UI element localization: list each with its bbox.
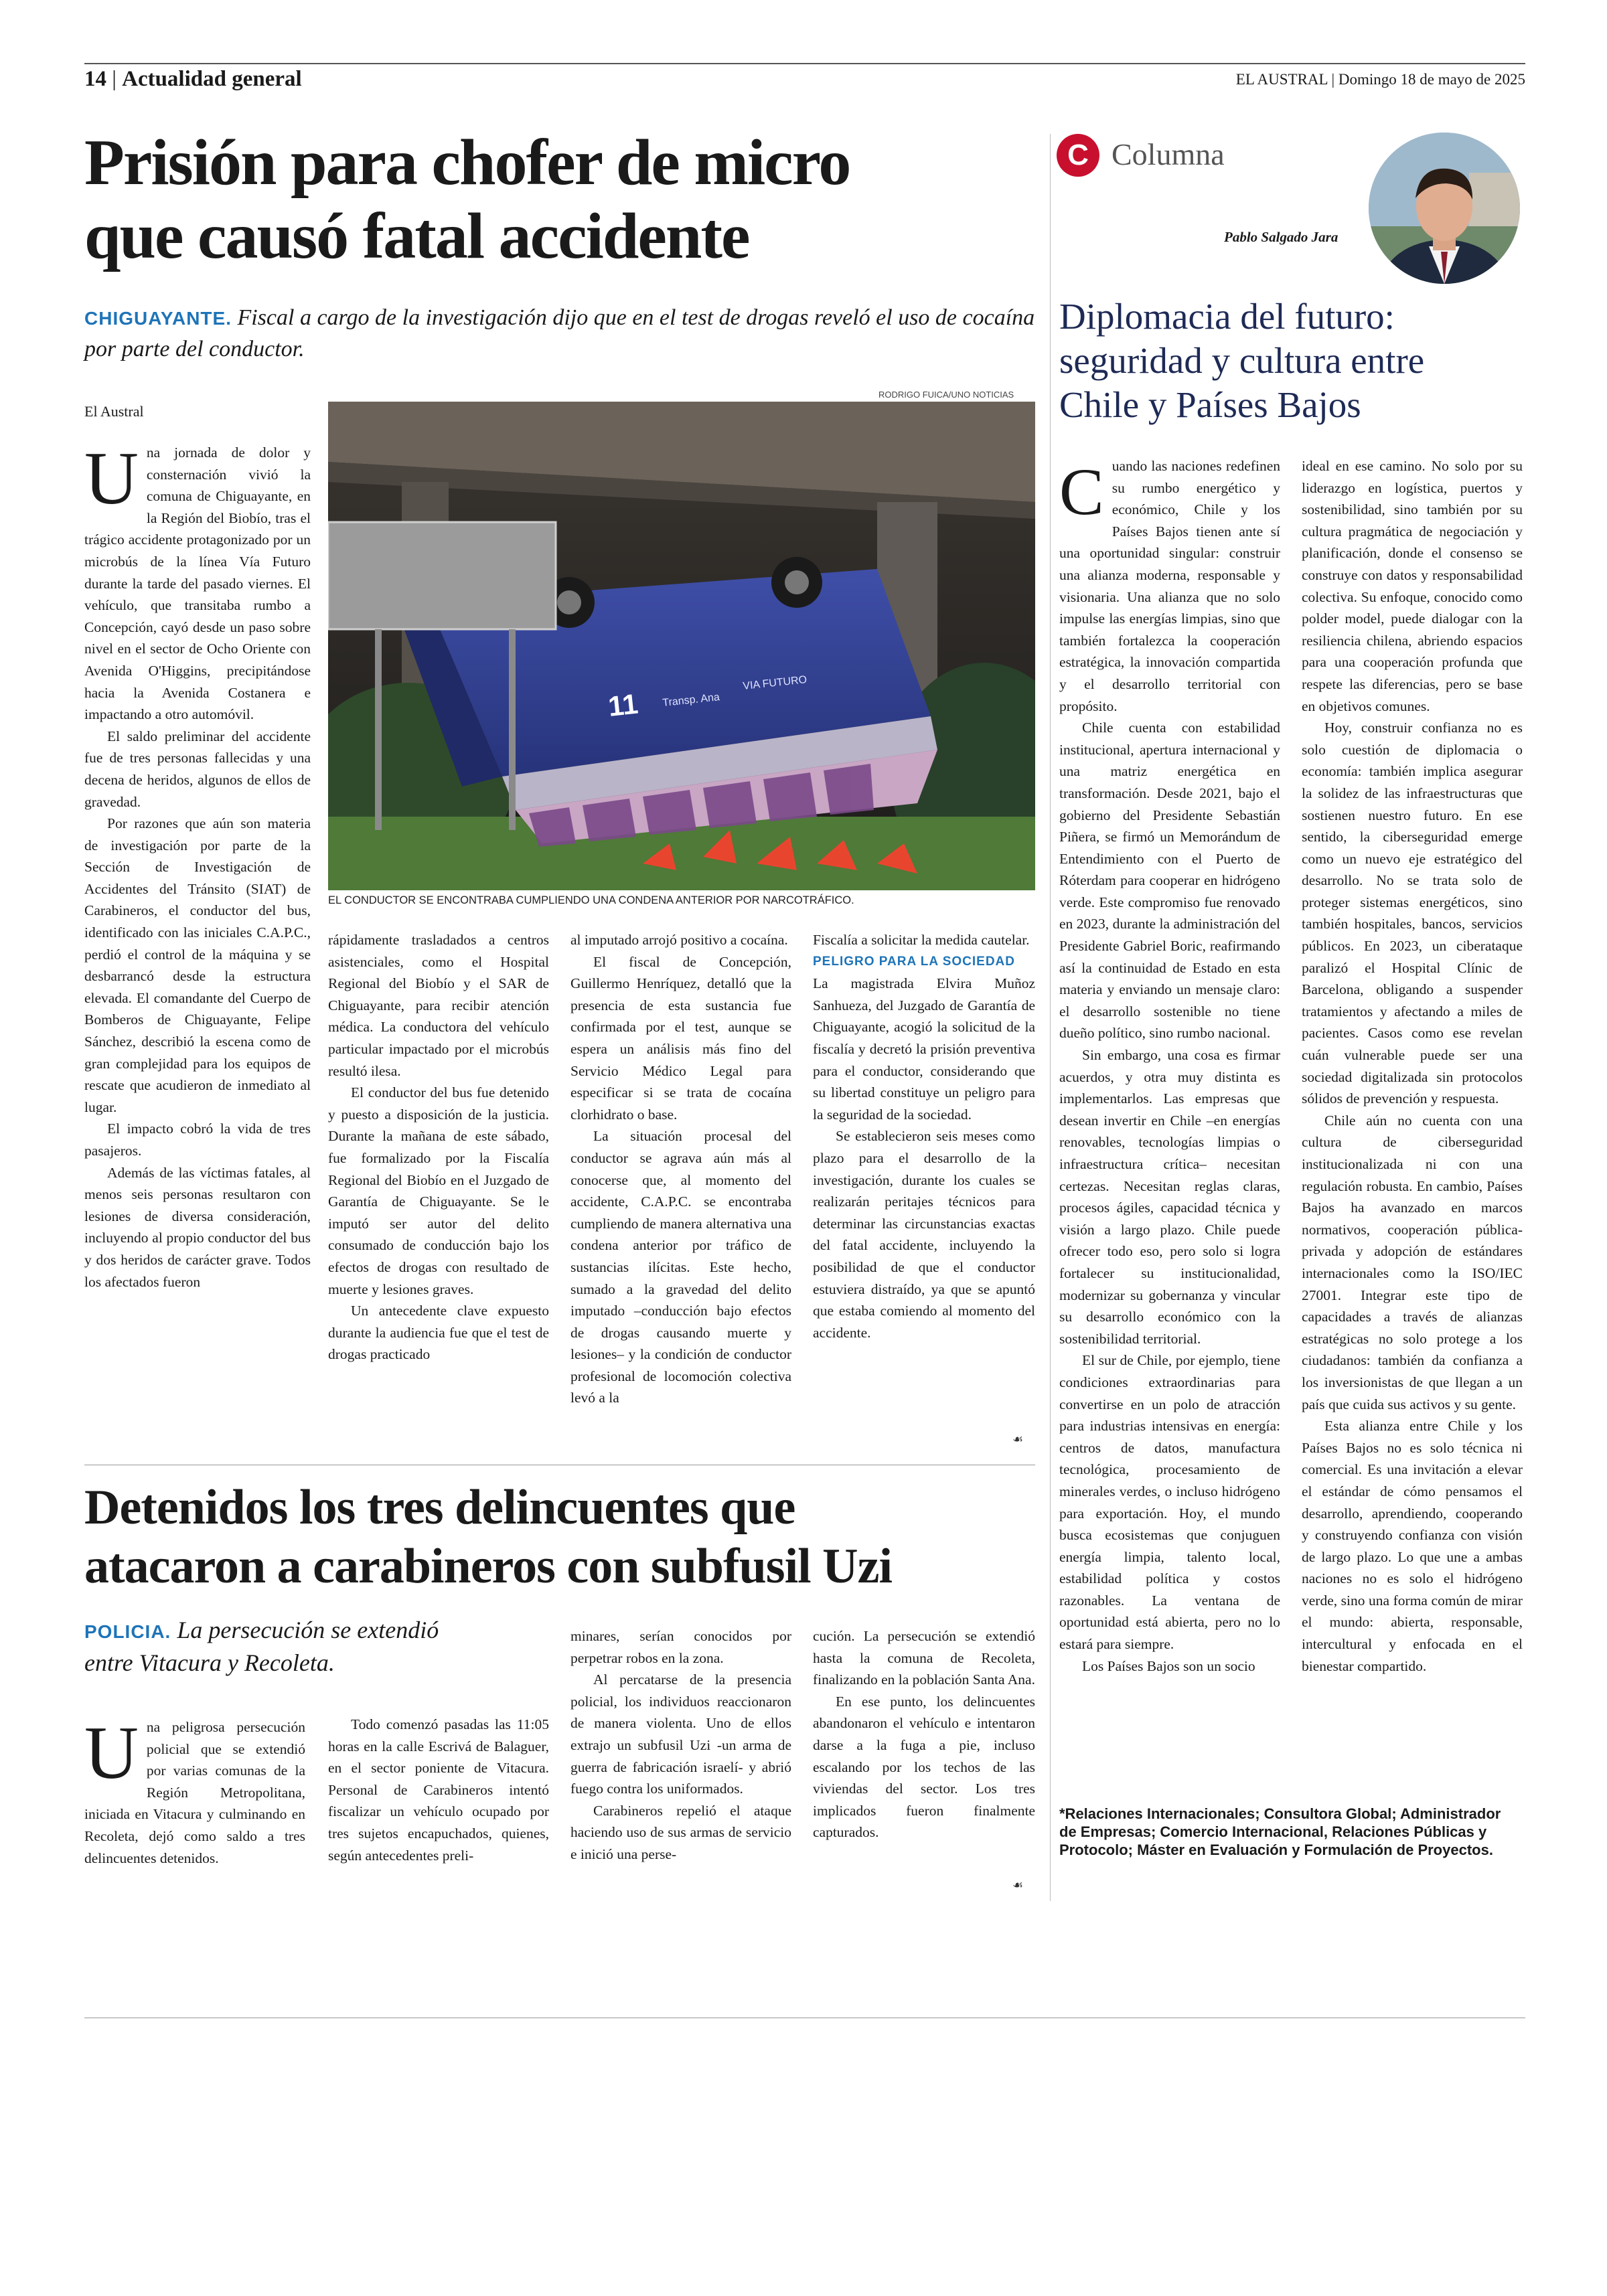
column-title-line2: seguridad y cultura entre (1059, 340, 1425, 381)
bus-line-name: VIA FUTURO (742, 674, 808, 692)
issue-date: Domingo 18 de mayo de 2025 (1338, 71, 1525, 88)
article1-kicker: CHIGUAYANTE. (84, 308, 232, 329)
top-rule (84, 63, 1525, 64)
author-photo (1369, 133, 1520, 284)
article1-deck (84, 303, 1035, 365)
article2-deck-line2: entre Vitacura y Recoleta. (84, 1649, 335, 1676)
article1-column-1 (84, 442, 311, 1453)
article1-byline: El Austral (84, 403, 144, 420)
column-col2-p2: Hoy, construir confianza no es solo cuestión de diplomacia o economía: también implica asegurar la solidez de las infraestructuras que sostienen nuestro futuro. En ese sentido, la ciberseguridad emerge como un nuevo eje estratégico del desarrollo. No se trata solo de proteger sistemas energéticos, sino también hospitales, bancos, servicios públicos. En 2023, un ciberataque paralizó el Hospital Clínic de Barcelona, obligando a suspender tratamientos y afectando a miles de pacientes. Casos como ese revelan cuán vulnerable puede ser una sociedad digitalizada sin protocolos sólidos de prevención y respuesta. (1302, 720, 1523, 1107)
article1-headline (84, 126, 1035, 273)
column-label: Columna (1112, 137, 1225, 171)
article2-drop-cap: U (84, 1716, 139, 1795)
article2-col1-p1: na peligrosa persecución policial que se extendió por varias comunas de la Región Metropolitana, iniciada en Vitacura y culminando en Recoleta, dejó como saldo a tres delincuentes detenidos. (84, 1719, 305, 1866)
column-col1-p5: Los Países Bajos son un socio (1082, 1657, 1255, 1674)
article2-headline-line1: Detenidos los tres delincuentes que (84, 1480, 795, 1535)
column-title (1059, 295, 1521, 427)
accident-photo-svg (328, 402, 1035, 890)
author-bio: *Relaciones Internacionales; Consultora Global; Administrador de Empresas; Comercio Internacional, Relaciones Públicas y Protocolo; Máster en Evaluación y Formulación de Proyectos. (1059, 1805, 1501, 1858)
column-body-1 (1059, 455, 1280, 1787)
article2-column-1 (84, 1716, 305, 1897)
article1-col3-p3: La situación procesal del conductor se agrava aún más al conocerse que, al momento del accidente, C.A.P.C. se encontraba cumpliendo de manera alternativa una condena anterior por tráfico de sustancias ilícitas. Este hecho, sumado a la gravedad del delito imputado –conducción bajo efectos de drogas causando muerte y lesiones– y la condición de conductor profesional de locomoción colectiva levó a la (570, 1128, 791, 1406)
bus-route-number: 11 (607, 687, 640, 722)
article1-col3-p1: al imputado arrojó positivo a cocaína. (570, 932, 788, 948)
column-col2-p3: Chile aún no cuenta con una cultura de ciberseguridad institucionalizada ni con una regulación robusta. En cambio, Países Bajos ha avanzado en marcos normativos, cooperación pública-privada y adopción de estándares internacionales como la ISO/IEC 27001. Integrar este tipo de capacidades a través de alianzas estratégicas no solo protege a los ciudadanos: también da confianza a los inversionistas de que llegan a un país que cuida sus activos y su gente. (1302, 1112, 1523, 1412)
column-col1-p2: Chile cuenta con estabilidad institucional, apertura internacional y una matriz energética en transformación. Desde 2021, bajo el gobierno del Presidente Sebastián Piñera, se firmó un Memorándum de Entendimiento con el Puerto de Róterdam para cooperar en hidrógeno verde. Este compromiso fue renovado en 2023, durante la administración del Presidente Gabriel Boric, reafirmando así la continuidad de Estado en esta materia y enviando un mensaje claro: el desarrollo sostenible no tiene dueño político, sino rumbo nacional. (1059, 720, 1280, 1042)
article2-deck-line1: La persecución se extendió (177, 1617, 439, 1643)
article2-column-4 (813, 1625, 1035, 1898)
bus-company: Transp. Ana (662, 691, 720, 709)
column-col1-p4: El sur de Chile, por ejemplo, tiene condiciones extraordinarias para convertirse en un polo de atracción para industrias intensivas en energía: centros de datos, manufactura tecnológica, procesamiento de minerales verdes, o incluso hidrógeno para exportación. Hoy, el mundo busca ecosistemas que conjuguen energía limpia, talento local, estabilidad política y costos razonables. La ventana de oportunidad está abierta, pero no lo estará para siempre. (1059, 1352, 1280, 1653)
article1-col4-p2: La magistrada Elvira Muñoz Sanhueza, del Juzgado de Garantía de Chiguayante, acogió la solicitud de la fiscalía y decretó la prisión preventiva para el conductor, considerando que su libertad constituye un peligro para la seguridad de la sociedad. (813, 975, 1035, 1123)
article2-column-3 (570, 1625, 791, 1898)
article2-col3-p3: Carabineros repelió el ataque haciendo uso de sus armas de servicio e inició una perse- (570, 1802, 791, 1862)
article1-col1-p5: Además de las víctimas fatales, al menos seis personas resultaron con lesiones de diversa consideración, incluyendo al propio conductor del bus y dos heridos de carácter grave. Todos los afectados fueron (84, 1164, 311, 1290)
article2-headline-line2: atacaron a carabineros con subfusil Uzi (84, 1539, 893, 1594)
column-body-2 (1302, 455, 1523, 1787)
article2-col2-p1: Todo comenzó pasadas las 11:05 horas en la calle Escrivá de Balaguer, en el sector poniente de Vitacura. Personal de Carabineros intentó fiscalizar un vehículo ocupado por tres sujetos encapuchados, quienes, según antecedentes preli- (328, 1716, 549, 1864)
column-drop-cap: C (1059, 455, 1104, 529)
column-badge-letter: C (1067, 139, 1089, 171)
article1-col1-p3: Por razones que aún son materia de investigación por parte de la Sección de Investigación de Accidentes del Tránsito (SIAT) de Carabineros, el conductor del bus, identificado con las iniciales C.A.P.C., perdió el control de la máquina y se desbarrancó desde la estructura elevada. El comandante del Cuerpo de Bomberos de Chiguayante, Felipe Sánchez, describió la escena como de gran complejidad para los equipos de rescate que acudieron de inmediato al lugar. (84, 815, 311, 1115)
article1-col3-p2: El fiscal de Concepción, Guillermo Henríquez, detalló que la presencia de esta sustancia fue confirmada por el test, aunque se espera un análisis más fino del Servicio Médico Legal para especificar si se trata de cocaína clorhidrato o base. (570, 953, 791, 1123)
column-title-line3: Chile y Países Bajos (1059, 384, 1361, 425)
article2-headline (84, 1478, 1035, 1596)
photo-caption: EL CONDUCTOR SE ENCONTRABA CUMPLIENDO UNA CONDENA ANTERIOR POR NARCOTRÁFICO. (328, 894, 854, 906)
article1-deck-text: Fiscal a cargo de la investigación dijo que en el test de drogas reveló el uso de cocaína por parte del conductor. (84, 305, 1035, 361)
page-header-left: 14 | Actualidad general (84, 67, 302, 91)
article1-headline-line1: Prisión para chofer de micro (84, 127, 850, 199)
column-col1-p1: uando las naciones redefinen su rumbo energético y económico, Chile y los Países Bajos tienen ante sí una oportunidad singular: construir una alianza moderna, responsable y visionaria. Una alianza que no solo impulse las energías limpias, sino que también fortalezca la cooperación estratégica, la innovación compartida y el desarrollo territorial con propósito. (1059, 458, 1280, 714)
article1-col2-p2: El conductor del bus fue detenido y puesto a disposición de la justicia. Durante la mañana de este sábado, fue formalizado por la Fiscalía Regional del Biobío en el Juzgado de Garantía de Chiguayante. Se le imputó ser autor del delito consumado de conducción bajo los efectos de drogas con resultado de muerte y lesiones graves. (328, 1084, 549, 1297)
article2-col4-p2: En ese punto, los delincuentes abandonaron el vehículo e intentaron darse a la fuga a pie, incluso escalando por los techos de las viviendas del sector. Los tres implicados fueron finalmente capturados. (813, 1693, 1035, 1841)
article1-headline-line2: que causó fatal accidente (84, 200, 749, 272)
article1-col1-p2: El saldo preliminar del accidente fue de tres personas fallecidas y una decena de heridos, algunos de ellos de gravedad. (84, 728, 311, 810)
article2-column-2 (328, 1714, 549, 1898)
article2-col3-p1: minares, serían conocidos por perpetrar robos en la zona. (570, 1628, 791, 1666)
article1-col1-p4: El impacto cobró la vida de tres pasajeros. (84, 1121, 311, 1159)
article1-column-4 (813, 929, 1035, 1455)
article1-column-2 (328, 929, 549, 1455)
article2-end-icon: ☙ (1012, 1878, 1024, 1892)
author-avatar-svg (1369, 133, 1520, 284)
article1-col4-p1: Fiscalía a solicitar la medida cautelar. (813, 932, 1030, 948)
article1-col2-p3: Un antecedente clave expuesto durante la audiencia fue que el test de drogas practicado (328, 1303, 549, 1363)
column-badge (1057, 134, 1099, 177)
page-header-right: EL AUSTRAL | Domingo 18 de mayo de 2025 (1235, 71, 1525, 88)
article1-col2-p1: rápidamente trasladados a centros asistenciales, como el Hospital Regional del Biobío y el SAR de Chiguayante, para recibir atención médica. La conductora del vehículo particular impactado por el microbús resultó ilesa. (328, 932, 549, 1079)
article1-col4-p3: Se establecieron seis meses como plazo para el desarrollo de la investigación, durante los cuales se realizarán peritajes técnicos para determinar las circunstancias exactas del fatal accidente, incluyendo la posibilidad de que el conductor estuviera distraído, ya que se apuntó que estaba comiendo al momento del accidente. (813, 1128, 1035, 1341)
section-name: Actualidad general (122, 67, 302, 91)
article2-deck (84, 1615, 566, 1678)
accident-photo (328, 402, 1035, 890)
article2-col4-p1: cución. La persecución se extendió hasta la comuna de Recoleta, finalizando en la población Santa Ana. (813, 1628, 1035, 1688)
paper-name: EL AUSTRAL (1235, 71, 1328, 88)
column-col2-p1: ideal en ese camino. No solo por su liderazgo en logística, puertos y sostenibilidad, sino también por su cultura pragmática de negociación y planificación, donde el consenso se construye con datos y responsabilidad colectiva. Su enfoque, conocido como polder model, puede dialogar con la resiliencia chilena, abriendo espacios para una cooperación profunda que respete las diferencias, pero se base en objetivos comunes. (1302, 458, 1523, 714)
article2-col3-p2: Al percatarse de la presencia policial, los individuos reaccionaron de manera violenta. Uno de ellos extrajo un subfusil Uzi -un arma de guerra de fabricación israelí- y abrió fuego contra los uniformados. (570, 1671, 791, 1797)
article1-subhead: PELIGRO PARA LA SOCIEDAD (813, 954, 1015, 969)
article1-column-3 (570, 929, 791, 1455)
column-col2-p4: Esta alianza entre Chile y los Países Bajos no es solo técnica ni comercial. Es una invitación a elevar el estándar de cómo pensamos el desarrollo, aprendiendo, cooperando y construyendo confianza con visión de largo plazo. Lo que une a ambas naciones no es solo el hidrógeno verde, sino una forma común de mirar el mundo: abierta, responsable, intercultural y enfocada en el bienestar compartido. (1302, 1418, 1523, 1674)
page-number: 14 (84, 67, 106, 91)
photo-credit: RODRIGO FUICA/UNO NOTICIAS (878, 390, 1014, 400)
article1-drop-cap: U (84, 442, 139, 520)
article1-col1-p1: na jornada de dolor y consternación vivió la comuna de Chiguayante, en la Región del Biobío, tras el trágico accidente protagonizado por un microbús de la línea Vía Futuro durante la tarde del pasado viernes. El vehículo, que transitaba rumbo a Concepción, cayó desde un paso sobre nivel en el sector de Ocho Oriente con Avenida O'Higgins, precipitándose hacia la Avenida Costanera e impactando a otro automóvil. (84, 444, 311, 723)
column-col1-p3: Sin embargo, una cosa es firmar acuerdos, y otra muy distinta es implementarlos. Las empresas que desean invertir en Chile –en energías renovables, tecnologías limpias o infraestructura crítica– necesitan certezas. Necesitan reglas claras, procesos ágiles, capacidad técnica y visión a largo plazo. Chile puede ofrecer todo eso, pero solo si logra fortalecer su institucionalidad, modernizar su gobernanza y vincular su desarrollo económico con la sostenibilidad territorial. (1059, 1047, 1280, 1347)
column-title-line1: Diplomacia del futuro: (1059, 296, 1395, 337)
article2-kicker: POLICIA. (84, 1621, 171, 1642)
author-name: Pablo Salgado Jara (1224, 229, 1338, 245)
article1-end-icon: ☙ (1012, 1432, 1024, 1447)
column-separator (1050, 134, 1051, 1901)
